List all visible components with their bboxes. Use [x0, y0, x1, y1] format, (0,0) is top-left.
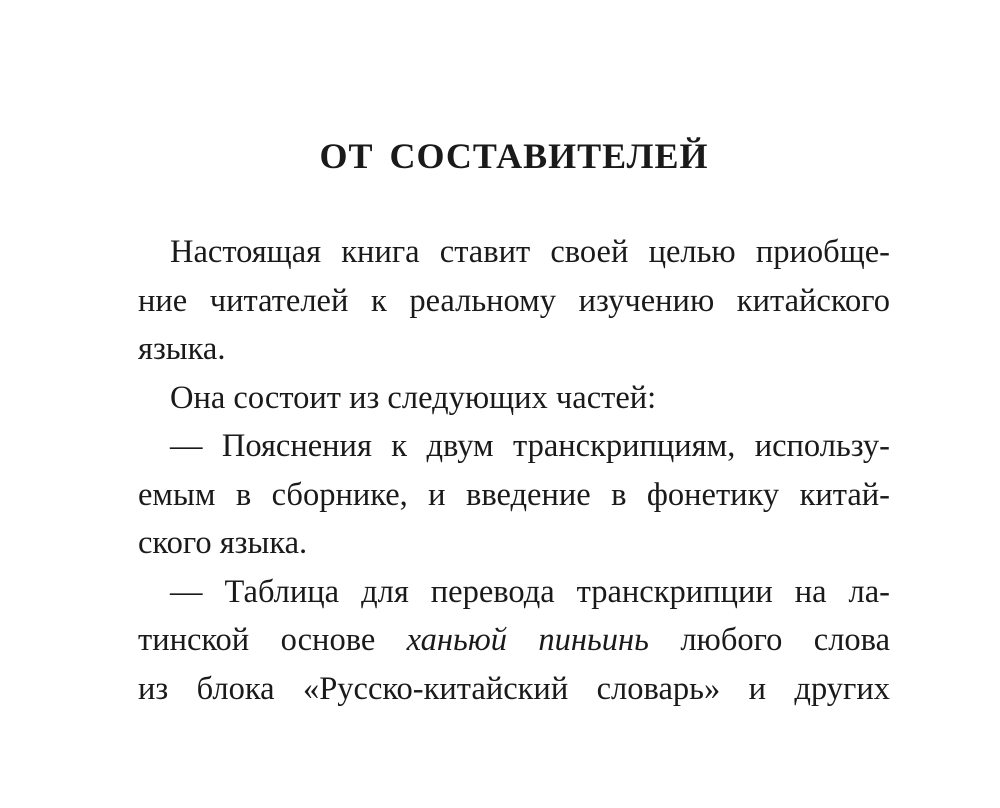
body-text: [138, 228, 890, 713]
text-line-7: ского языка.: [138, 525, 308, 561]
text-line-8: — Таблица для перевода транскрипции на ла-: [170, 573, 890, 610]
text-line-2: ние читателей к реальному изучению китайского: [138, 282, 890, 319]
text-line-9: [138, 616, 890, 665]
text-line-6: емым в сборнике, и введение в фонетику китай-: [138, 476, 890, 513]
text-line-9-end: любого слова: [680, 622, 891, 658]
section-heading: ОТ СОСТАВИТЕЛЕЙ: [319, 136, 709, 176]
text-line-3: языка.: [138, 331, 226, 367]
text-line-9-italic-term: ханьюй пиньинь: [406, 622, 649, 658]
text-line-4: Она состоит из следующих частей:: [170, 379, 657, 416]
text-line-1: Настоящая книга ставит своей целью приобще-: [170, 234, 890, 270]
text-line-5: — Пояснения к двум транскрипциям, использу-: [170, 428, 890, 464]
text-line-9-start: тинской основе: [138, 622, 376, 658]
text-line-10: из блока «Русско-китайский словарь» и других: [138, 670, 890, 707]
